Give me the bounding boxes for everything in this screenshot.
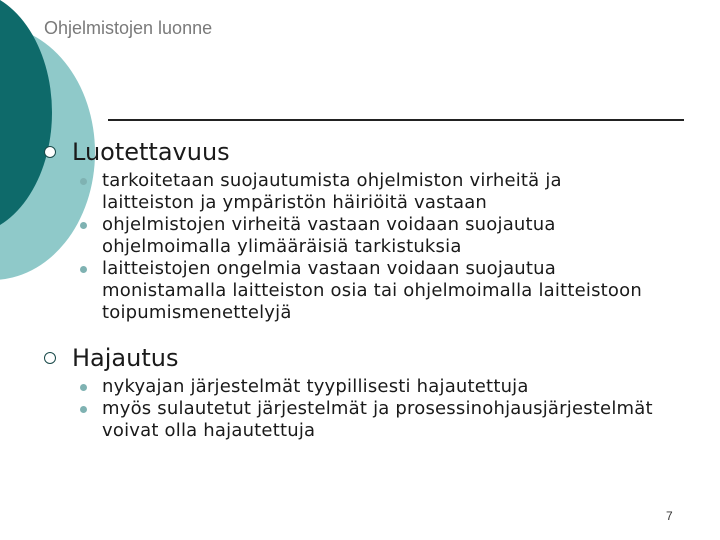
list-item-text: nykyajan järjestelmät tyypillisesti hajautettuja [102,376,529,397]
list-item [102,170,642,214]
list-item [102,258,642,324]
dot-bullet-icon [80,222,87,229]
dot-bullet-icon [80,266,87,273]
dot-bullet-icon [80,178,87,185]
section-list-hajautus [102,376,682,442]
title-rule [108,119,684,121]
hollow-circle-bullet-icon [44,352,56,364]
list-item-text: laitteistojen ongelmia vastaan voidaan suojautua monistamalla laitteiston osia tai ohjelmoimalla laitteistoon toipumismenettelyjä [102,258,642,323]
list-item-text: myös sulautetut järjestelmät ja prosessinohjausjärjestelmät voivat olla hajautettuja [102,398,653,441]
slide-header: Ohjelmistojen luonne [44,18,213,38]
list-item [102,214,642,258]
hollow-circle-bullet-icon [44,146,56,158]
list-item-text: ohjelmistojen virheitä vastaan voidaan suojautua ohjelmoimalla ylimääräisiä tarkistuksia [102,214,556,257]
list-item [102,398,662,442]
section-heading-text: Hajautus [72,344,179,372]
section-heading-luotettavuus [72,138,230,166]
section-list-luotettavuus [102,170,682,324]
list-item-text: tarkoitetaan suojautumista ohjelmiston virheitä ja laitteiston ja ympäristön häiriöitä vastaan [102,170,562,213]
dot-bullet-icon [80,384,87,391]
dot-bullet-icon [80,406,87,413]
section-heading-hajautus [72,344,178,372]
list-item [102,376,682,398]
section-heading-text: Luotettavuus [72,138,230,166]
page-number: 7 [666,509,673,523]
